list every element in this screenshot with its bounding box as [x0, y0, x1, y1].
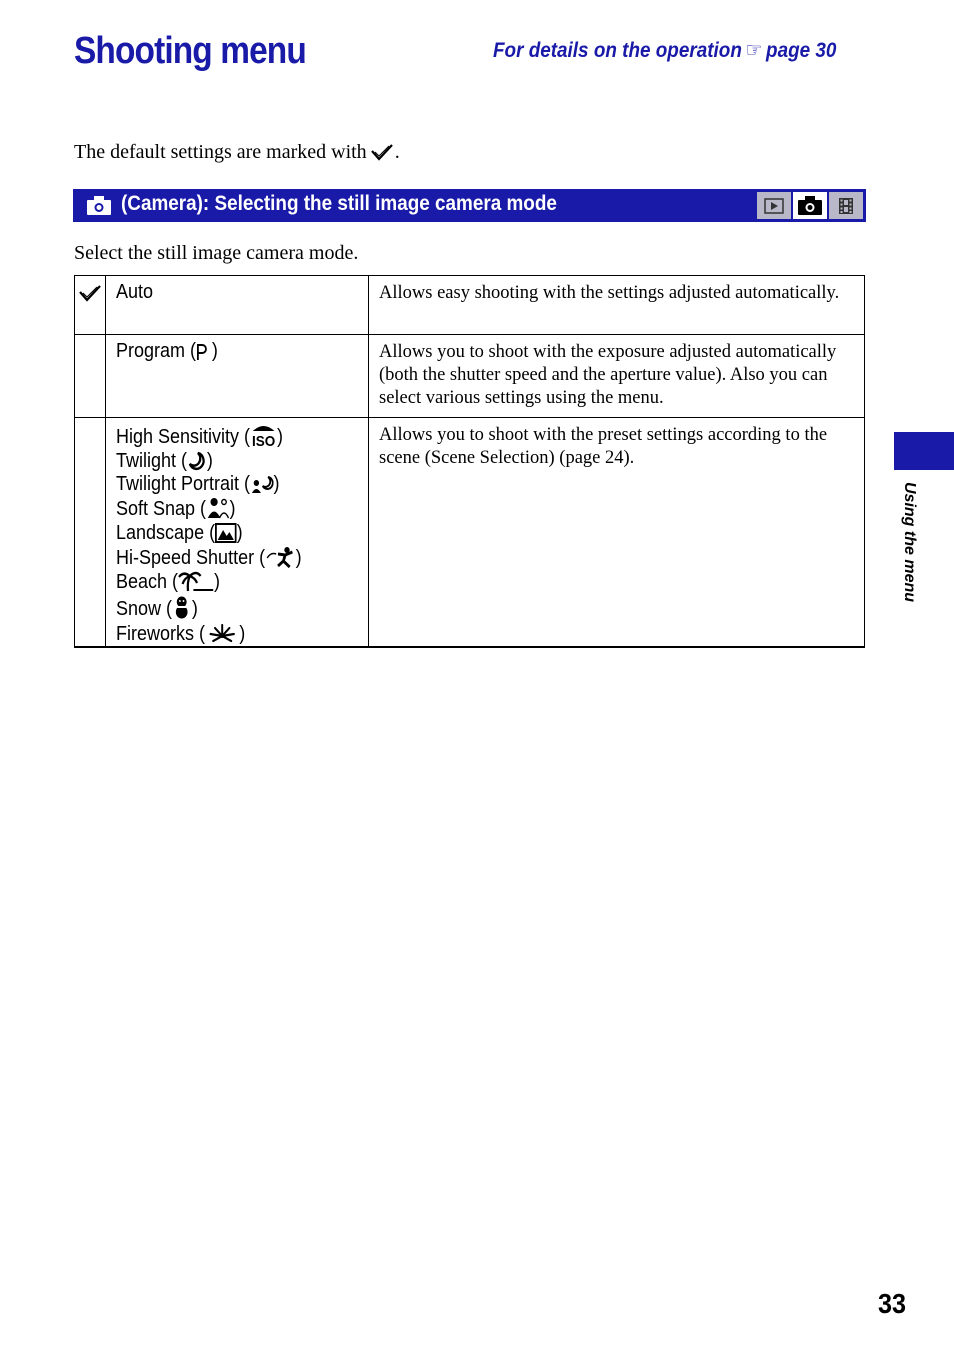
table-row [75, 418, 865, 648]
camera-mode-table [74, 275, 865, 648]
camera-icon [87, 196, 111, 215]
pointing-hand-icon: ☞ [745, 39, 763, 62]
twilight-portrait-icon [250, 474, 273, 494]
movie-icon [836, 197, 856, 215]
section-title: (Camera): Selecting the still image camera mode [121, 192, 557, 215]
mode-box-camera [793, 192, 827, 219]
snow-icon [172, 595, 192, 619]
iso-icon [250, 423, 277, 447]
mode-description: Allows you to shoot with the preset settings according to the scene (Scene Selection) (page 24). [369, 418, 865, 648]
svg-text:ISO: ISO [251, 433, 276, 447]
mode-name-beach: Beach ( ) [116, 571, 221, 594]
side-tab [894, 432, 954, 470]
checkmark-icon [371, 143, 393, 161]
default-mark-cell [75, 418, 106, 648]
mode-name-fireworks: Fireworks ( ) [116, 622, 246, 645]
intro-text: Select the still image camera mode. [74, 242, 359, 264]
mode-description: Allows easy shooting with the settings adjusted automatically. [369, 276, 865, 335]
mode-box-movie [829, 192, 863, 219]
playback-icon [764, 198, 784, 214]
mode-name-landscape: Landscape ( ) [116, 521, 243, 544]
mode-name-snow: Snow ( ) [116, 595, 334, 622]
moon-icon [187, 451, 207, 471]
soft-snap-icon [206, 497, 229, 519]
table-row [75, 335, 865, 418]
mode-name-twilight: Twilight ( ) [116, 449, 213, 472]
mode-name-soft-snap: Soft Snap ( ) [116, 498, 236, 521]
page-number: 33 [878, 1288, 907, 1319]
mode-indicator [757, 192, 863, 219]
mode-name-auto: Auto [116, 281, 154, 303]
default-note-text: The default settings are marked with [74, 141, 367, 163]
side-tab-label: Using the menu [901, 482, 918, 603]
program-p-icon [196, 343, 207, 361]
mode-name-cell [106, 335, 369, 418]
default-note [74, 141, 400, 164]
mode-name-cell [106, 418, 369, 648]
mode-name-high-sensitivity: High Sensitivity ( ISO ) [116, 423, 334, 450]
default-mark-cell [75, 276, 106, 335]
checkmark-icon [79, 284, 101, 302]
mode-name-cell [106, 276, 369, 335]
hi-speed-shutter-icon [265, 546, 296, 568]
mode-name-hi-speed-shutter: Hi-Speed Shutter ( ) [116, 546, 302, 569]
camera-icon [798, 196, 822, 215]
mode-name-program: Program ( ) [116, 340, 218, 362]
details-page: page 30 [766, 39, 837, 62]
section-header [73, 189, 866, 222]
beach-icon [178, 570, 214, 592]
default-note-end: . [394, 141, 400, 163]
mode-box-playback [757, 192, 791, 219]
mode-description: Allows you to shoot with the exposure adjusted automatically (both the shutter speed and the aperture value). Also you can select various settings using the menu. [369, 335, 865, 418]
mode-name-twilight-portrait: Twilight Portrait ( ) [116, 473, 280, 496]
landscape-icon [215, 523, 237, 543]
fireworks-icon [205, 622, 239, 644]
table-row [75, 276, 865, 335]
details-prefix: For details on the operation [493, 39, 742, 62]
details-link[interactable] [493, 38, 836, 63]
default-mark-cell [75, 335, 106, 418]
page-title: Shooting menu [74, 30, 306, 72]
